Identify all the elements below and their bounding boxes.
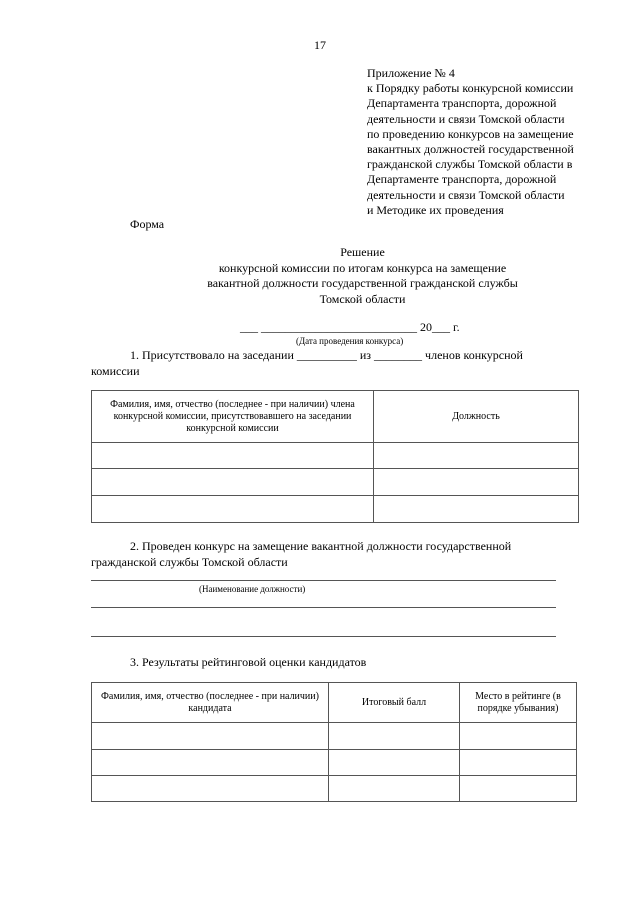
table-row (92, 469, 579, 496)
title-line-3: Томской области (319, 291, 406, 306)
appendix-line: Приложение № 4 (367, 66, 455, 80)
table-row (92, 723, 577, 750)
table-cell[interactable] (460, 776, 577, 802)
rating-header-place: Место в рейтинге (в порядке убывания) (460, 683, 577, 723)
table-cell[interactable] (329, 750, 460, 776)
rating-table (91, 682, 577, 802)
appendix-line: деятельности и связи Томской области (367, 187, 565, 202)
blank-line[interactable] (91, 607, 556, 608)
appendix-line: по проведению конкурсов на замещение (367, 126, 574, 141)
appendix-line: к Порядку работы конкурсной комиссии (367, 81, 574, 96)
section-1-line-1: 1. Присутствовало на заседании __________ из ________ членов конкурсной (130, 348, 523, 362)
appendix-line: вакантных должностей государственной (367, 142, 574, 157)
appendix-header (367, 66, 607, 218)
table-cell[interactable] (92, 723, 329, 750)
form-label: Форма (130, 217, 165, 231)
appendix-line: деятельности и связи Томской области (367, 111, 565, 126)
members-header-name: Фамилия, имя, отчество (последнее - при наличии) члена конкурсной комиссии, присутствовавшего на заседании конкурсной комиссии (92, 391, 374, 443)
table-cell[interactable] (374, 469, 579, 496)
table-row (92, 750, 577, 776)
table-row (92, 443, 579, 469)
appendix-line: гражданской службы Томской области в (367, 157, 573, 172)
title-heading: Решение (340, 245, 385, 259)
table-cell[interactable] (374, 496, 579, 523)
table-cell[interactable] (460, 750, 577, 776)
table-cell[interactable] (374, 443, 579, 469)
blank-line[interactable] (91, 636, 556, 637)
table-cell[interactable] (92, 750, 329, 776)
table-cell[interactable] (92, 443, 374, 469)
members-header-position: Должность (374, 391, 579, 443)
title-line-1: конкурсной комиссии по итогам конкурса на замещение (218, 260, 507, 275)
table-cell[interactable] (92, 776, 329, 802)
table-cell[interactable] (329, 723, 460, 750)
position-caption: (Наименование должности) (199, 584, 306, 594)
document-title (0, 245, 640, 307)
rating-header-score: Итоговый балл (329, 683, 460, 723)
table-cell[interactable] (92, 496, 374, 523)
table-cell[interactable] (92, 469, 374, 496)
appendix-line: Департаменте транспорта, дорожной (367, 172, 557, 187)
section-3-heading: 3. Результаты рейтинговой оценки кандидатов (130, 655, 367, 669)
table-cell[interactable] (460, 723, 577, 750)
section-2-line-1: 2. Проведен конкурс на замещение вакантной должности государственной (130, 539, 512, 553)
section-1-line-2: комиссии (91, 364, 140, 378)
table-row (92, 496, 579, 523)
position-name-line[interactable] (91, 580, 556, 581)
date-line: ___ __________________________ 20___ г. (240, 320, 460, 334)
members-table (91, 390, 579, 523)
table-cell[interactable] (329, 776, 460, 802)
page-number: 17 (314, 38, 326, 52)
section-2-line-2: гражданской службы Томской области (91, 555, 288, 569)
appendix-line: и Методике их проведения (367, 202, 504, 217)
title-line-2: вакантной должности государственной гражданской службы (207, 276, 518, 290)
section-1 (91, 347, 591, 379)
section-2 (91, 538, 591, 570)
rating-header-name: Фамилия, имя, отчество (последнее - при наличии) кандидата (92, 683, 329, 723)
table-row (92, 776, 577, 802)
date-caption: (Дата проведения конкурса) (296, 336, 404, 346)
appendix-line: Департамента транспорта, дорожной (367, 96, 557, 111)
